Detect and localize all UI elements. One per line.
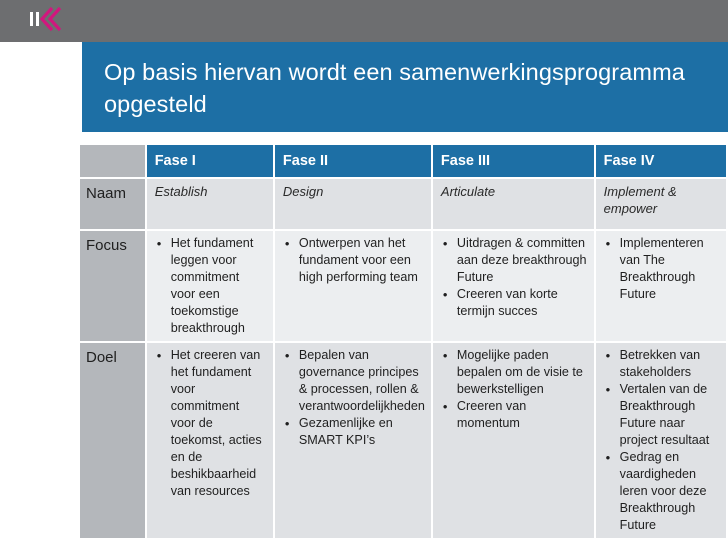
table-cell [595,230,727,342]
column-header: Fase IV [595,145,727,178]
table-cell: Design [274,178,432,230]
bullet-item: • Creeren van momentum [441,398,588,432]
bullet-item: • Het creeren van het fundament voor commitment voor de toekomst, acties en de beshikbaarheid van resources [155,347,267,500]
phase-table [80,145,728,540]
table-cell [432,342,595,539]
row-label: Focus [80,230,146,342]
table-corner-cell [80,145,146,178]
bullet-list [441,347,588,432]
bullet-item: • Bepalen van governance principes & processen, rollen & verantwoordelijkheden [283,347,425,415]
table-cell: Articulate [432,178,595,230]
bullet-list [283,347,425,449]
table-cell [146,230,274,342]
table-header-row [80,145,727,178]
table-row-naam [80,178,727,230]
table-row-doel [80,342,727,539]
column-header: Fase II [274,145,432,178]
page-title: Op basis hiervan wordt een samenwerkingsprogramma opgesteld [104,59,685,117]
bullet-item: • Mogelijke paden bepalen om de visie te bewerkstelligen [441,347,588,398]
row-label: Doel [80,342,146,539]
bullet-list [604,235,720,303]
bullet-list [283,235,425,286]
bullet-item: • Gedrag en vaardigheden leren voor deze Breakthrough Future [604,449,720,534]
bullet-list [155,235,267,337]
bullet-item: • Uitdragen & committen aan deze breakthrough Future [441,235,588,286]
table-cell: Implement & empower [595,178,727,230]
row-label: Naam [80,178,146,230]
top-bar [0,0,728,42]
table-cell [274,230,432,342]
table-cell [146,342,274,539]
bullet-list [441,235,588,320]
table-cell [274,342,432,539]
bullet-item: • Gezamenlijke en SMART KPI’s [283,415,425,449]
bullet-item: • Het fundament leggen voor commitment voor een toekomstige breakthrough [155,235,267,337]
bullet-item: • Ontwerpen van het fundament voor een high performing team [283,235,425,286]
table-cell [595,342,727,539]
bullet-item: • Implementeren van The Breakthrough Future [604,235,720,303]
bullet-list [155,347,267,500]
table-cell [432,230,595,342]
column-header: Fase III [432,145,595,178]
column-header: Fase I [146,145,274,178]
logo-icon [30,6,70,34]
bullet-list [604,347,720,534]
bullet-item: • Vertalen van de Breakthrough Future naar project resultaat [604,381,720,449]
bullet-item: • Creeren van korte termijn succes [441,286,588,320]
table-row-focus [80,230,727,342]
table-cell: Establish [146,178,274,230]
bullet-item: • Betrekken van stakeholders [604,347,720,381]
